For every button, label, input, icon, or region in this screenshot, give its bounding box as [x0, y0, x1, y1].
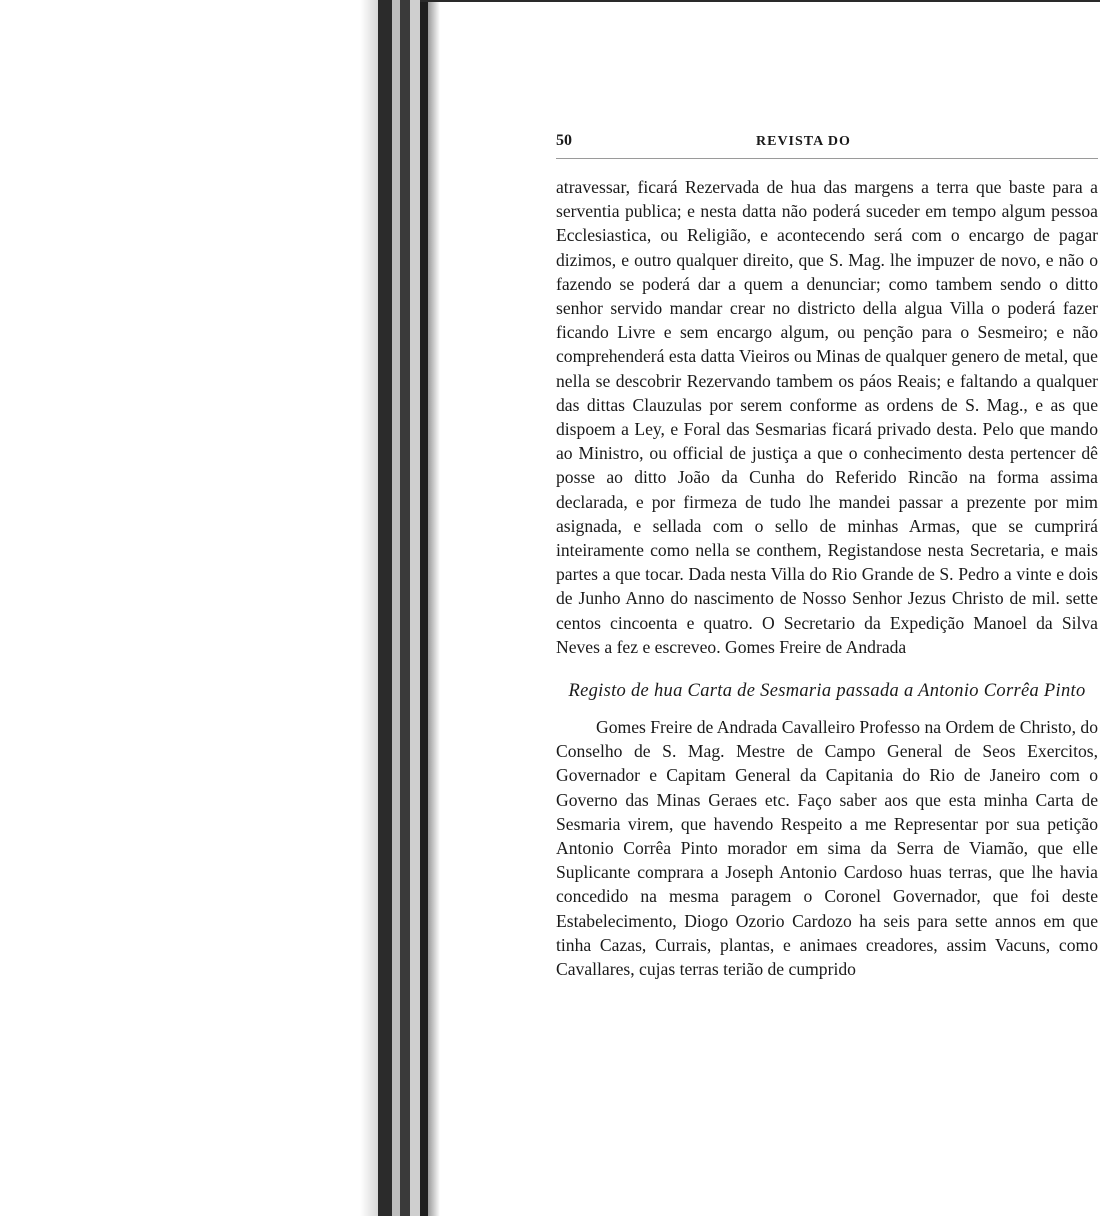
paragraph-continuation: atravessar, ficará Rezervada de hua das margens a terra que baste para a serventia publica; e nesta datta não poderá suceder em tempo algum pessoa Ecclesiastica, ou Religião, e acontecendo será com o encargo de pagar dizimos, e outro qualquer direito, que S. Mag. lhe impuzer de novo, e não o fazendo se poderá dar a quem a denunciar; como tambem sendo o ditto senhor servido mandar crear no districto della algua Villa o poderá fazer ficando Livre e sem encargo algum, ou penção para o Sesmeiro; e não comprehenderá esta datta Vieiros ou Minas de qualquer genero de metal, que nella se descobrir Rezervando tambem os páos Reais; e faltando a qualquer das dittas Clauzulas por serem conforme as ordens de S. Mag., e as que dispoem a Ley, e Foral das Sesmarias ficará privado desta. Pelo que mando ao Ministro, ou official de justiça a que o conhecimento desta pertencer dê posse ao ditto João da Cunha do Referido Rincão na forma assima declarada, e por firmeza de tudo lhe mandei passar a prezente por mim asignada, e sellada com o sello de minhas Armas, que se cumprirá inteiramente como nella se conthem, Registandose nesta Secretaria, e mais partes a que tocar. Dada nesta Villa do Rio Grande de S. Pedro a vinte e dois de Junho Anno do nascimento de Nosso Senhor Jezus Christo de mil. sette centos cincoenta e quatro. O Secretario da Expedição Manoel da Silva Neves a fez e escreveo. Gomes Freire de Andrada — [556, 177, 1098, 657]
header-rule — [556, 158, 1098, 159]
book-gutter — [360, 0, 440, 1216]
running-head — [556, 128, 1098, 156]
paragraph-second: Gomes Freire de Andrada Cavalleiro Professo na Ordem de Christo, do Conselho de S. Mag. Mestre de Campo General de Seos Exercitos, Governador e Capitam General da Capitania do Rio de Janeiro com o Governo das Minas Geraes etc. Faço saber aos que esta minha Carta de Sesmaria virem, que havendo Respeito a me Representar por sua petição Antonio Corrêa Pinto morador em sima da Serra de Viamão, que elle Suplicante comprara a Joseph Antonio Cardoso huas terras, que lhe havia concedido na mesma paragem o Coronel Governador, que foi deste Estabelecimento, Diogo Ozorio Cardozo ha seis para sette annos em que tinha Cazas, Currais, plantas, e animaes creadores, assim Vacuns, como Cavallares, cujas terras terião de cumprido — [556, 717, 1098, 980]
book-page — [556, 128, 1098, 981]
running-title: REVISTA DO — [756, 134, 851, 149]
page-number: 50 — [556, 132, 572, 149]
section-heading: Registo de hua Carta de Sesmaria passada a Antonio Corrêa Pinto — [568, 681, 1086, 702]
page-top-edge — [420, 0, 1100, 10]
